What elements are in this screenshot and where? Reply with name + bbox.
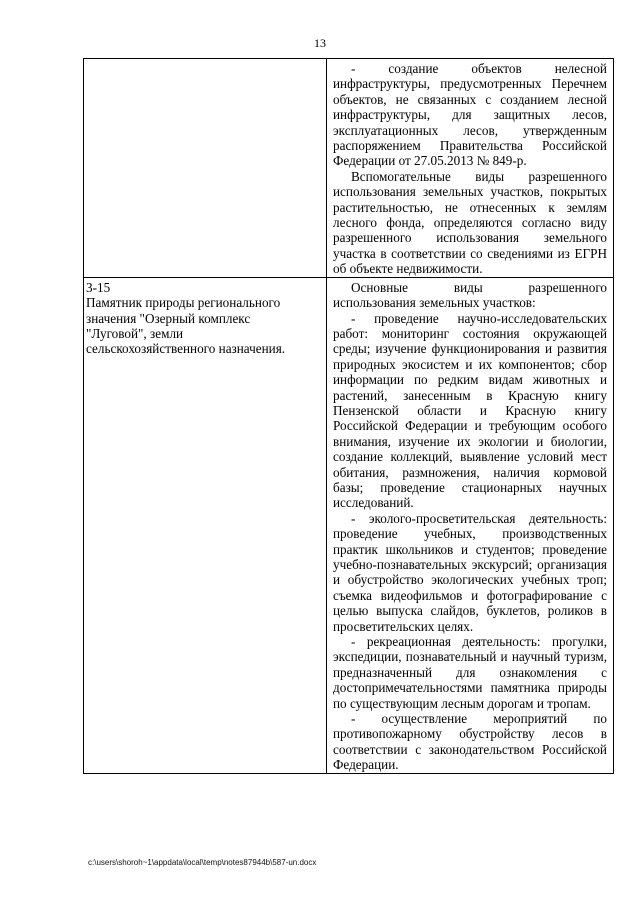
paragraph: - проведение научно-исследовательских работ: мониторинг состояния окружающей среды; изучение функционирования и развития природных экосистем и их компонентов; сбор информации по редким видам животных и растений, занесенным в Красную книгу Пензенской области и Красную книгу Российской Федерации и требующим особого внимания, изучение их экологии и биологии, создание коллекций, выявление условий мест обитания, размножения, наличия кормовой базы; проведение стационарных научных исследований. <box>333 310 607 511</box>
paragraph: - создание объектов нелесной инфраструктуры, предусмотренных Перечнем объектов, не связанных с созданием лесной инфраструктуры, для защитных лесов, эксплуатационных лесов, утвержденным распоряжением Правительства Российской Федерации от 27.05.2013 № 849-р. <box>333 61 607 169</box>
zone-name-line: "Луговой", земли <box>86 325 184 341</box>
table-row <box>84 59 614 278</box>
zone-name-line: значения "Озерный комплекс <box>86 310 251 326</box>
zone-name-line: Памятник природы регионального <box>86 295 281 311</box>
table-row <box>84 277 614 773</box>
paragraph: Вспомогательные виды разрешенного использования земельных участков, покрытых растительностью, не отнесенных к землям лесного фонда, определяются согласно виду разрешенного использования земельного участка в соответствии со сведениями из ЕГРН об объекте недвижимости. <box>333 168 607 277</box>
table-cell-zone <box>84 277 327 773</box>
table-cell-uses <box>327 277 614 773</box>
paragraph: - эколого-просветительская деятельность: проведение учебных, производственных практик школьников и студентов; проведение учебно-познавательных экскурсий; организация и обустройство экологических учебных троп; съемка видеофильмов и фотографирование с целью выпуска слайдов, буклетов, роликов в просветительских целях. <box>333 510 607 634</box>
paragraph: - рекреационная деятельность: прогулки, экспедиции, познавательный и научный туризм, предназначенный для ознакомления с достопримечательностями памятника природы по существующим лесным дорогам и тропам. <box>333 634 607 711</box>
table-cell-zone <box>84 59 327 278</box>
paragraph: Основные виды разрешенного использования земельных участков: <box>333 279 607 311</box>
zone-name-line: сельскохозяйственного назначения. <box>86 341 286 357</box>
paragraph: - осуществление мероприятий по противопожарному обустройству лесов в соответствии с законодательством Российской Федерации. <box>333 711 607 773</box>
page-number: 13 <box>314 36 326 50</box>
table-cell-uses <box>327 59 614 278</box>
file-path-footer: c:\users\shoroh~1\appdata\local\temp\notes87944b\587-un.docx <box>88 858 317 867</box>
zone-code: 3-15 <box>86 279 111 295</box>
zoning-table <box>83 58 614 774</box>
